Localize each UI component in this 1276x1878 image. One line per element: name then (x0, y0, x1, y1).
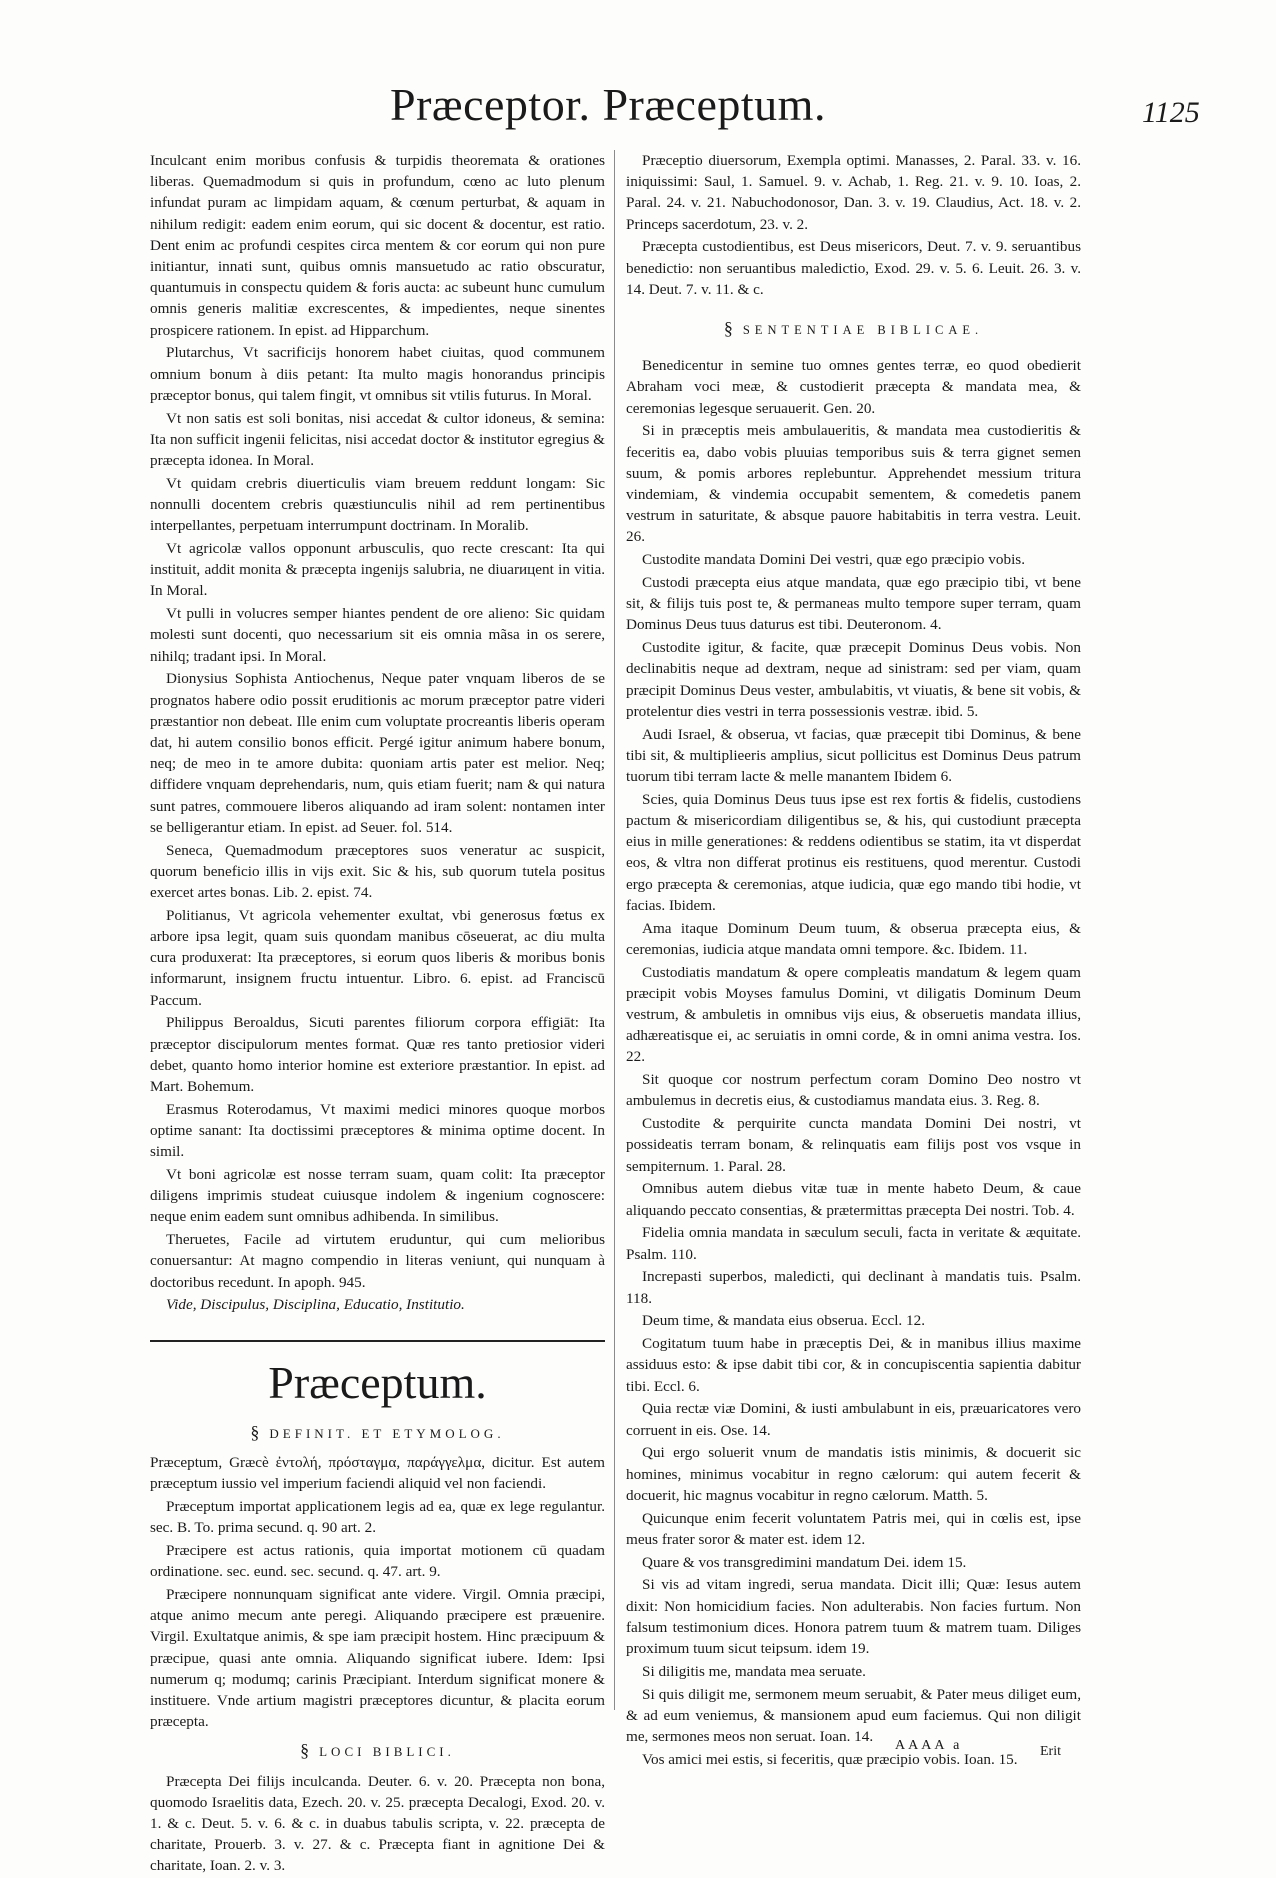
paragraph: Præcipere est actus rationis, quia importat motionem cū quadam ordinatione. sec. eund. sec. secund. q. 47. art. 9. (150, 1541, 605, 1581)
paragraph: Politianus, Vt agricola vehementer exultat, vbi generosus fœtus ex arbore ipsa legit, quam suis quondam manibus cōseuerat, ac diu multa cura produxerat: Ita præceptores, si eorum quos liberis & moribus bonis informarunt, insignem fructu intuentur. Libro. 6. epist. ad Franciscū Paccum. (150, 906, 605, 1009)
paragraph: Plutarchus, Vt sacrificijs honorem habet ciuitas, quod communem omnium bonum à diis petant: Ita multo magis honorandus principis præceptor bonus, qui talem fingit, vt omnibus sit vtilis futurus. In Moral. (150, 344, 605, 404)
sentence: Si in præceptis meis ambulaueritis, & mandata mea custodieritis & feceritis ea, dabo vobis pluuias temporibus suis & terra gignet semen suum, & pomis arbores replebuntur. Apprehendet messium tritura vindemiam, & vindemia occupabit sementem, & comedetis panem vestrum in saturitate, & absque pauore habitabitis in terra vestra. Leuit. 26. (626, 422, 1081, 546)
sentence: Fidelia omnia mandata in sæculum seculi, facta in veritate & æquitate. Psalm. 110. (626, 1224, 1081, 1263)
section-title: Præceptum. (268, 1356, 487, 1408)
sentence: Custodite mandata Domini Dei vestri, quæ ego præcipio vobis. (642, 551, 1026, 569)
sentence: Quia rectæ viæ Domini, & iusti ambulabunt in eis, præuaricatores vero corruent in eis. Ose. 14. (626, 1400, 1081, 1439)
paragraph: Erasmus Roterodamus, Vt maximi medici minores quoque morbos optime sanant: Ita doctissimi præceptores & minima optime docent. In simil. (150, 1100, 605, 1161)
subheading-text: DEFINIT. ET ETYMOLOG. (269, 1425, 505, 1441)
sentence: Ama itaque Dominum Deum tuum, & obserua præcepta eius, & ceremonias, iudicia atque mandata omni tempore. &c. Ibidem. 11. (626, 919, 1081, 958)
sentence: Sit quoque cor nostrum perfectum coram Domino Deo nostro vt ambulemus in decretis eius, & custodiamus mandata eius. 3. Reg. 8. (626, 1071, 1081, 1110)
paragraph: Philippus Beroaldus, Sicuti parentes filiorum corpora effigiāt: Ita præceptor discipulorum mentes format. Quæ res tanto pretiosior videri debet, quanto homo interior homine est exteriore præstantior. In epist. ad Mart. Bohemum. (150, 1014, 605, 1096)
signature-mark: AAAA a (895, 1738, 963, 1753)
sentence: Si diligitis me, mandata mea seruate. (642, 1662, 866, 1680)
paragraph: Vt agricolæ vallos opponunt arbusculis, quo recte crescant: Ita qui instituit, addit monita & præcepta ingenijs salubria, ne diuarицent in vitia. In Moral. (150, 540, 605, 600)
paragraph: Præcepta Dei filijs inculcanda. Deuter. 6. v. 20. Præcepta non bona, quomodo Israelitis data, Ezech. 20. v. 25. præcepta Decalogi, Exod. 20. v. 1. & c. Deut. 5. v. 6. & c. in duabus tabulis scripta, v. 22. præcepta de charitate, Prouerb. 3. v. 27. & c. Præcepta fiant in agnitione Dei & charitate, Ioan. 2. v. 3. (150, 1772, 605, 1875)
running-head: Præceptor. Præceptum. (390, 79, 826, 130)
paragraph: Præcepta custodientibus, est Deus misericors, Deut. 7. v. 9. seruantibus benedictio: non seruantibus maledictio, Exod. 29. v. 5. 6. Leuit. 26. 3. v. 14. Deut. 7. v. 11. & c. (626, 238, 1081, 298)
sentence: Si quis diligit me, sermonem meum seruabit, & Pater meus diliget eum, & ad eum veniemus, & mansionem apud eum faciemus. Qui non diligit me, sermones meos non seruat. Ioan. 14. (626, 1685, 1081, 1746)
paragraph: Vt boni agricolæ est nosse terram suam, quam colit: Ita præceptor diligens imprimis studeat cuiusque indolem & ingenium cognoscere: neque enim eadem sunt omnibus adhibenda. In similibus. (150, 1166, 605, 1226)
sentence: Cogitatum tuum habe in præceptis Dei, & in manibus illius maxime assiduus esto: & ipse dabit tibi cor, & in concupiscentia sapientia dabitur tibi. Eccl. 6. (626, 1335, 1081, 1395)
cross-reference: Vide, Discipulus, Disciplina, Educatio, Institutio. (166, 1296, 465, 1314)
catchword: Erit (1040, 1744, 1061, 1759)
sentence: Omnibus autem diebus vitæ tuæ in mente habeto Deum, & caue aliquando peccato consentias, & prætermittas præcepta Dei nostri. Tob. 4. (626, 1180, 1081, 1219)
paragraph: Præcipere nonnunquam significat ante videre. Virgil. Omnia præcipi, atque animo mecum ante peregi. Aliquando præcipere est præuenire. Virgil. Exultatque animis, & spe iam præcipit hostem. Hinc præcipuum & præcipue, quasi ante omnia. Aliquando significat iubere. Idem: Ipsi numerum q; modumq; carinis Præcipiant. Interdum significat monere & instituere. Vnde artium magistri præceptores dicuntur, & placita eorum præcepta. (150, 1585, 605, 1731)
sentence: Custodi præcepta eius atque mandata, quæ ego præcipio tibi, vt bene sit, & filijs tuis post te, & permaneas multo tempore super terram, quam Dominus Deus tuus daturus est tibi. Deuteronom. 4. (626, 574, 1081, 634)
sentence: Quare & vos transgredimini mandatum Dei. idem 15. (642, 1553, 967, 1571)
sentence: Quicunque enim fecerit voluntatem Patris mei, qui in cœlis est, ipse meus frater soror & mater est. idem 12. (626, 1509, 1081, 1548)
subheading-text: LOCI BIBLICI. (319, 1744, 455, 1760)
sentence: Benedicentur in semine tuo omnes gentes terræ, eo quod obedierit Abraham voci meæ, & custodierit præcepta & mandata mea, & ceremonias legesque seruauerit. Gen. 20. (626, 357, 1081, 417)
sentence: Custodite & perquirite cuncta mandata Domini Dei nostri, vt possideatis terram bonam, & relinquatis eam filijs post vos vsque in sempiternum. 1. Paral. 28. (626, 1115, 1081, 1175)
paragraph: Præceptio diuersorum, Exempla optimi. Manasses, 2. Paral. 33. v. 16. iniquissimi: Saul, 1. Samuel. 9. v. Achab, 1. Reg. 21. v. 9. 10. Ioas, 2. Paral. 24. v. 21. Nabuchodonosor, Dan. 3. v. 19. Claudius, Act. 18. v. 2. Princeps sacerdotum, 23. v. 2. (626, 152, 1081, 233)
pilcrow-icon: § (300, 1740, 310, 1761)
subheading-loci (150, 1740, 605, 1762)
sentence: Qui ergo soluerit vnum de mandatis istis minimis, & docuerit sic homines, minimus vocabitur in regno cælorum: qui autem fecerit & docuerit, hic magnus vocabitur in regno cælorum. Matth. 5. (626, 1444, 1081, 1504)
section-rule (150, 1340, 605, 1342)
sentence: Scies, quia Dominus Deus tuus ipse est rex fortis & fidelis, custodiens pactum & misericordiam diligentibus se, & his, qui custodiunt præcepta eius in mille generationes: & reddens odientibus se statim, ita vt disperdat eos, & vltra non differat protinus eis restituens, quod merentur. Custodi ergo præcepta & ceremonias, atque iudicia, quæ ego mando tibi hodie, vt facias. Ibidem. (626, 790, 1081, 914)
pilcrow-icon: § (250, 1421, 260, 1442)
paragraph: Præceptum, Græcè ἐντολή, πρόσταγμα, παράγγελμα, dicitur. Est autem præceptum iussio vel imperium faciendi aliquid vel non faciendi. (150, 1453, 605, 1493)
paragraph: Vt non satis est soli bonitas, nisi accedat & cultor idoneus, & semina: Ita non sufficit ingenii felicitas, nisi accedat doctor & institutor egregius & præcepta idonea. In Moral. (150, 409, 605, 470)
paragraph: Theruetes, Facile ad virtutem eruduntur, qui cum melioribus conuersantur: At magno compendio in literas veniunt, qui nunquam à doctoribus recedunt. In apoph. 945. (150, 1231, 605, 1291)
sentence: Vos amici mei estis, si feceritis, quæ præcipio vobis. Ioan. 15. (642, 1750, 1018, 1768)
sentence: Custodite igitur, & facite, quæ præcepit Dominus Deus vobis. Non declinabitis neque ad dextram, neque ad sinistram: sed per viam, quam præcipit Dominus Deus vester, ambulabitis, vt viuatis, & bene sit vobis, & protelentur dies vestri in terra possessionis vestræ. ibid. 5. (626, 639, 1081, 720)
subheading-text: SENTENTIAE BIBLICAE. (742, 323, 984, 338)
paragraph: Seneca, Quemadmodum præceptores suos veneratur ac suspicit, quorum beneficio illis in vijs exit. Sic & his, sub quorum tutela positus exercet artes bonas. Lib. 2. epist. 74. (150, 841, 605, 902)
left-column (150, 150, 605, 1878)
sentence: Audi Israel, & obserua, vt facias, quæ præcepit tibi Dominus, & bene tibi sit, & multiplieeris amplius, sicut pollicitus est Dominus Deus patrum tuorum tibi terram lacte & melle manantem Ibidem 6. (626, 725, 1081, 786)
paragraph: Dionysius Sophista Antiochenus, Neque pater vnquam liberos de se prognatos habere odio possit eruditionis ac morum præceptor patre videri præstantior non debeat. Ille enim cum voluptate procreantis liberis operam dat, hi autem consilio bonos efficit. Pergé igitur animum habere bonum, neq; de meo in te amore dubita: quoniam artis pater est melior. Neq; diffidere vnquam deprehendaris, num, quis etiam fuerit; nam & qui natura sunt patres, commouere liberos aliquando ad iram solent: nontamen inter se belligerantur etiam. In epist. ad Seuer. fol. 514. (150, 670, 605, 836)
paragraph: Vt pulli in volucres semper hiantes pendent de ore alieno: Sic quidam molesti sunt docenti, quo necessarium sit eis omnia mãsa in os serere, nihilq; tradant ipsi. In Moral. (150, 605, 605, 665)
paragraph: Inculcant enim moribus confusis & turpidis theoremata & orationes liberas. Quemadmodum si quis in profundum, cœno ac luto plenum infundat puram ac limpidam aquam, & cœnum perturbat, & aquam in nihilum redigit: eadem enim eorum, qui sic docent & docentur, est ratio. Dent enim ac profundi cespites circa mentem & cor eorum qui non pure initiantur, innati sunt, quibus omnis mansuetudo ac ratio obscuratur, quantumuis in conspectu quidem & foris aucta: ac subeunt hunc cumulum omnis generis malitiæ excrescentes, & impedientes, neque sinentes prospicere rationem. In epist. ad Hipparchum. (150, 152, 605, 339)
right-column (626, 150, 1081, 1772)
page-number: 1125 (1142, 96, 1200, 129)
paragraph: Præceptum importat applicationem legis ad ea, quæ ex lege regulantur. sec. B. To. prima secund. q. 90 art. 2. (150, 1497, 605, 1537)
paragraph: Vt quidam crebris diuerticulis viam breuem reddunt longam: Sic nonnulli docentem crebris quæstiunculis nihil ad rem pertinentibus interpellantes, perpetuam interrumpunt doctrinam. In Moralib. (150, 474, 605, 535)
subheading-definition (150, 1422, 605, 1444)
subheading-sententiae (626, 318, 1081, 341)
column-divider (614, 150, 615, 1710)
sentence: Custodiatis mandatum & opere compleatis mandatum & legem quam præcipit vobis Moyses famulus Domini, vt diligatis Dominum Deum vestrum, & ambuletis in omnibus vijs eius, & obseruetis mandata illius, adhæreatisque ei, ac seruiatis in omni corde, & in omni anima vestra. Ios. 22. (626, 963, 1081, 1066)
sentence: Si vis ad vitam ingredi, serua mandata. Dicit illi; Quæ: Iesus autem dixit: Non homicidium facies. Non adulterabis. Non facies furtum. Non falsum testimonium dices. Honora patrem tuum & matrem tuam. Diliges proximum tuum sicut teipsum. idem 19. (626, 1576, 1081, 1658)
sentence: Deum time, & mandata eius obserua. Eccl. 12. (642, 1312, 925, 1330)
sentence: Increpasti superbos, maledicti, qui declinant à mandatis tuis. Psalm. 118. (626, 1268, 1081, 1307)
pilcrow-icon: § (723, 318, 733, 339)
